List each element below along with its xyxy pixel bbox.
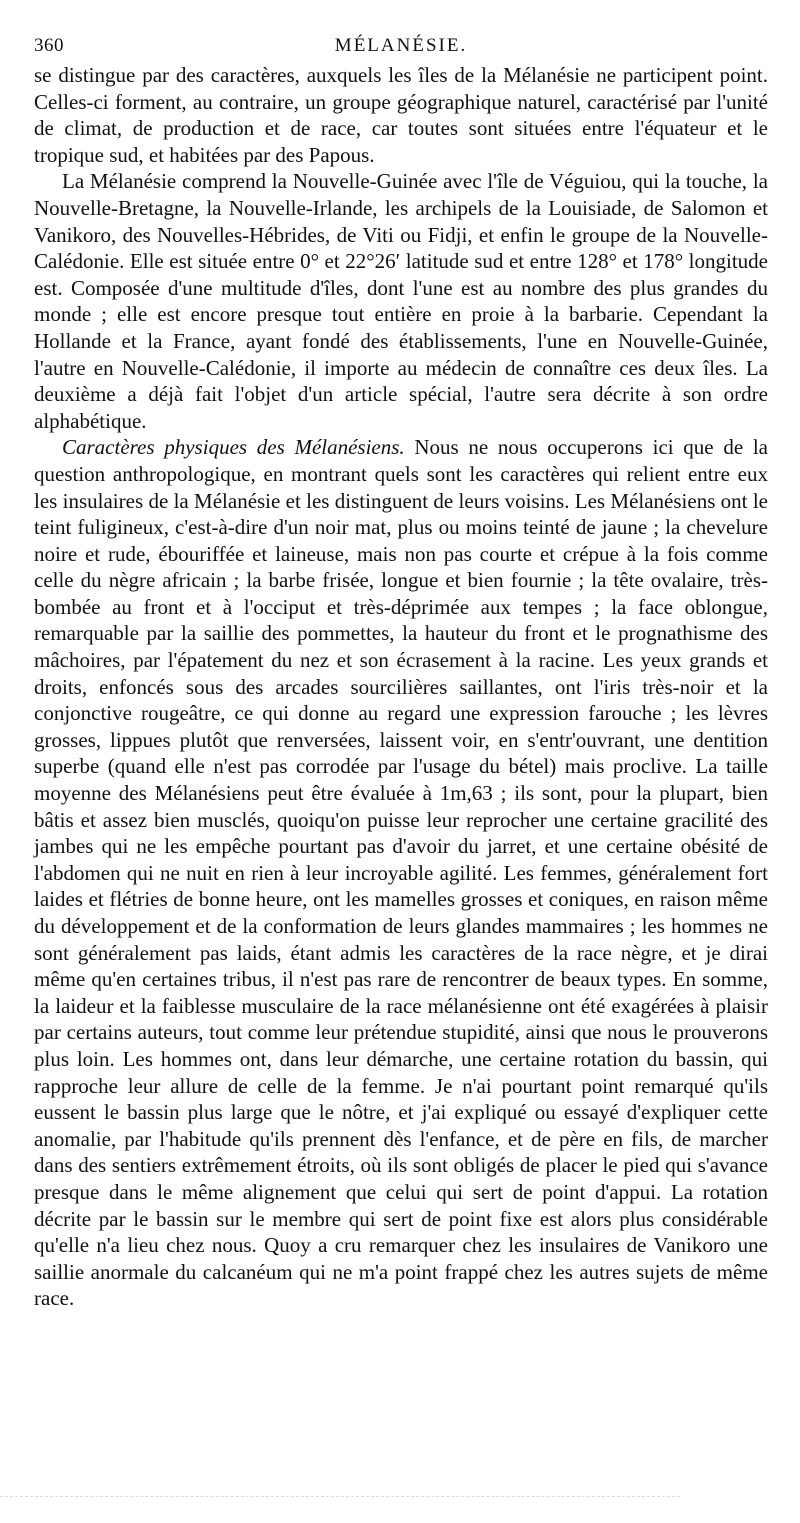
paragraph-physical-characteristics xyxy=(34,434,768,1312)
paragraph-text: La Mélanésie comprend la Nouvelle-Guinée avec l'île de Véguiou, qui la touche, la Nouvelle-Bretagne, la Nouvelle-Irlande, les archipels de la Louisiade, de Salomon et Vanikoro, des Nouvelles-Hébrides, de Viti ou Fidji, et enfin le groupe de la Nouvelle-Calédonie. Elle est située entre 0° et 22°26′ latitude sud et entre 128° et 178° longitude est. Composée d'une multitude d'îles, dont l'une est au nombre des plus grandes du monde ; elle est encore presque tout entière en proie à la barbarie. Cependant la Hollande et la France, ayant fondé des établissements, l'une en Nouvelle-Guinée, l'autre en Nouvelle-Calédonie, il importe au médecin de connaître ces deux îles. La deuxième a déjà fait l'objet d'un article spécial, l'autre sera décrite à son ordre alphabétique. xyxy=(34,169,768,433)
body-text xyxy=(34,62,768,1312)
page-bottom-rule xyxy=(0,1496,680,1497)
paragraph-text: Nous ne nous occuperons ici que de la question anthropologique, en montrant quels sont les caractères qui relient entre eux les insulaires de la Mélanésie et les distinguent de leurs voisins. Les Mélanésiens ont le teint fuligineux, c'est-à-dire d'un noir mat, plus ou moins teinté de jaune ; la chevelure noire et rude, ébouriffée et laineuse, mais non pas courte et crépue à la fois comme celle du nègre africain ; la barbe frisée, longue et bien fournie ; la tête ovalaire, très-bombée au front et à l'occiput et très-déprimée aux tempes ; la face oblongue, remarquable par la saillie des pommettes, la hauteur du front et le prognathisme des mâchoires, par l'épatement du nez et son écrasement à la racine. Les yeux grands et droits, enfoncés sous des arcades sourcilières saillantes, ont l'iris très-noir et la conjonctive rougeâtre, ce qui donne au regard une expression farouche ; les lèvres grosses, lippues plutôt que renversées, laissent voir, en s'entr'ouvrant, une dentition superbe (quand elle n'est pas corrodée par l'usage du bétel) mais proclive. La taille moyenne des Mélanésiens peut être évaluée à 1m,63 ; ils sont, pour la plupart, bien bâtis et assez bien musclés, quoiqu'on puisse leur reprocher une certaine gracilité des jambes qui ne les empêche pourtant pas d'avoir du jarret, et une certaine obésité de l'abdomen qui ne nuit en rien à leur incroyable agilité. Les femmes, généralement fort laides et flétries de bonne heure, ont les mamelles grosses et coniques, en raison même du développement et de la conformation de leurs glandes mammaires ; les hommes ne sont généralement pas laids, étant admis les caractères de la race nègre, et je dirai même qu'en certaines tribus, il n'est pas rare de rencontrer de beaux types. En somme, la laideur et la faiblesse musculaire de la race mélanésienne ont été exagérées à plaisir par certains auteurs, tout comme leur prétendue stupidité, ainsi que nous le prouverons plus loin. Les hommes ont, dans leur démarche, une certaine rotation du bassin, qui rapproche leur allure de celle de la femme. Je n'ai pourtant point remarqué qu'ils eussent le bassin plus large que le nôtre, et j'ai expliqué ou essayé d'expliquer cette anomalie, par l'habitude qu'ils prennent dès l'enfance, et de père en fils, de marcher dans des sentiers extrêmement étroits, où ils sont obligés de placer le pied qui s'avance presque dans le même alignement que celui qui sert de point d'appui. La rotation décrite par le bassin sur le membre qui sert de point fixe est alors plus considérable qu'elle n'a lieu chez nous. Quoy a cru remarquer chez les insulaires de Vanikoro une saillie anormale du calcanéum qui ne m'a point frappé chez les autres sujets de même race. xyxy=(34,435,768,1311)
paragraph-melanesie-geography xyxy=(34,168,768,434)
running-title: MÉLANÉSIE. xyxy=(334,35,468,56)
section-lead-heading: Caractères physiques des Mélanésiens. xyxy=(62,435,405,460)
page-number: 360 xyxy=(34,35,64,56)
page-header xyxy=(34,30,768,62)
paragraph-text: se distingue par des caractères, auxquels les îles de la Mélanésie ne participent point. Celles-ci forment, au contraire, un groupe géographique naturel, caractérisé par l'unité de climat, de production et de race, car toutes sont situées entre l'équateur et le tropique sud, et habitées par des Papous. xyxy=(34,63,768,167)
paragraph-continuation xyxy=(34,62,768,168)
book-page xyxy=(34,30,768,1312)
